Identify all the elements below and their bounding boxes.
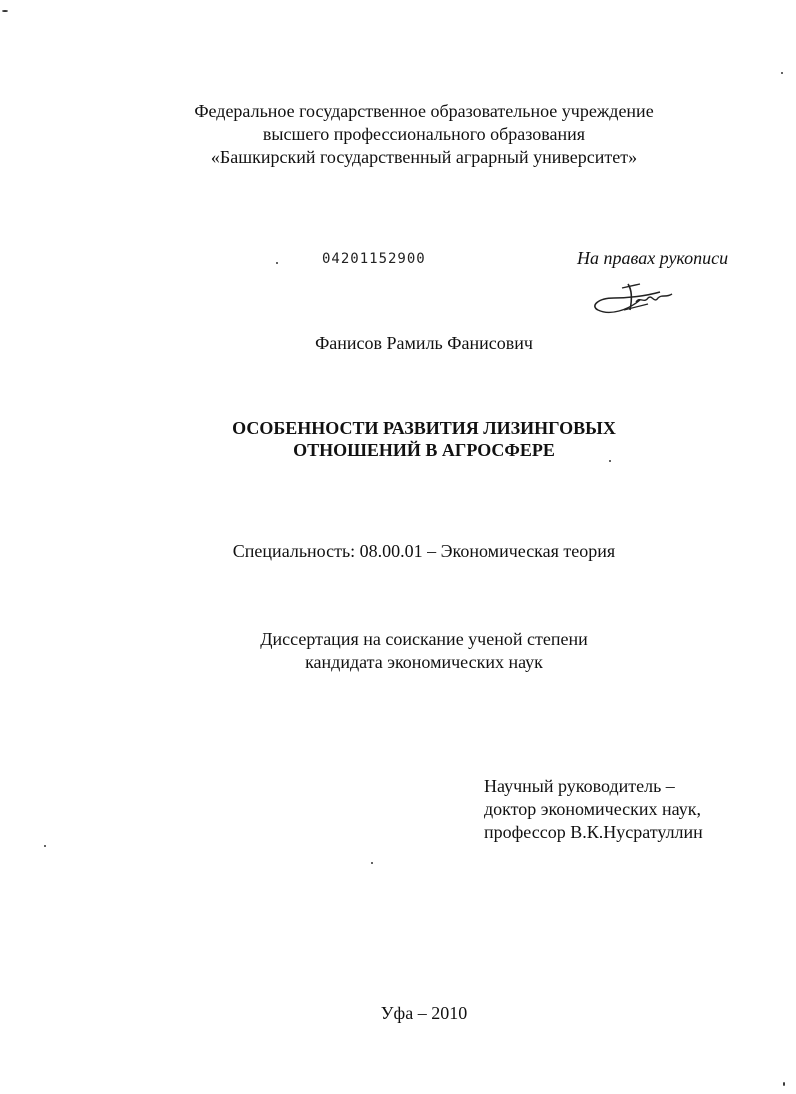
catalog-number: 04201152900 — [322, 251, 426, 267]
degree-line-1: Диссертация на соискание ученой степени — [260, 629, 588, 649]
scan-speck — [44, 845, 46, 847]
title-line-2: ОТНОШЕНИЙ В АГРОСФЕРЕ — [293, 440, 555, 460]
signature-icon — [588, 276, 678, 320]
title-line-1: ОСОБЕННОСТИ РАЗВИТИЯ ЛИЗИНГОВЫХ — [232, 418, 616, 438]
institution-line-1: Федеральное государственное образовательное учреждение — [194, 101, 654, 121]
city-year: Уфа – 2010 — [380, 1003, 468, 1023]
supervisor-block — [484, 775, 703, 844]
scan-speck — [2, 10, 8, 12]
scan-speck — [609, 460, 611, 462]
institution-header — [26, 100, 796, 169]
supervisor-line-1: Научный руководитель – — [484, 776, 675, 796]
scan-speck — [783, 1082, 785, 1086]
author-name: Фанисов Рамиль Фанисович — [315, 333, 533, 353]
supervisor-line-3: профессор В.К.Нусратуллин — [484, 822, 703, 842]
institution-line-3: «Башкирский государственный аграрный университет» — [210, 147, 638, 167]
scan-speck — [276, 262, 278, 264]
institution-line-2: высшего профессионального образования — [262, 124, 586, 144]
degree-line-2: кандидата экономических наук — [305, 652, 543, 672]
dissertation-title — [26, 417, 796, 461]
manuscript-note: На правах рукописи — [577, 248, 729, 268]
scan-speck — [781, 72, 783, 74]
degree-statement — [26, 628, 796, 674]
specialty: Специальность: 08.00.01 – Экономическая теория — [232, 541, 616, 561]
supervisor-line-2: доктор экономических наук, — [484, 799, 701, 819]
scan-speck — [371, 862, 373, 864]
